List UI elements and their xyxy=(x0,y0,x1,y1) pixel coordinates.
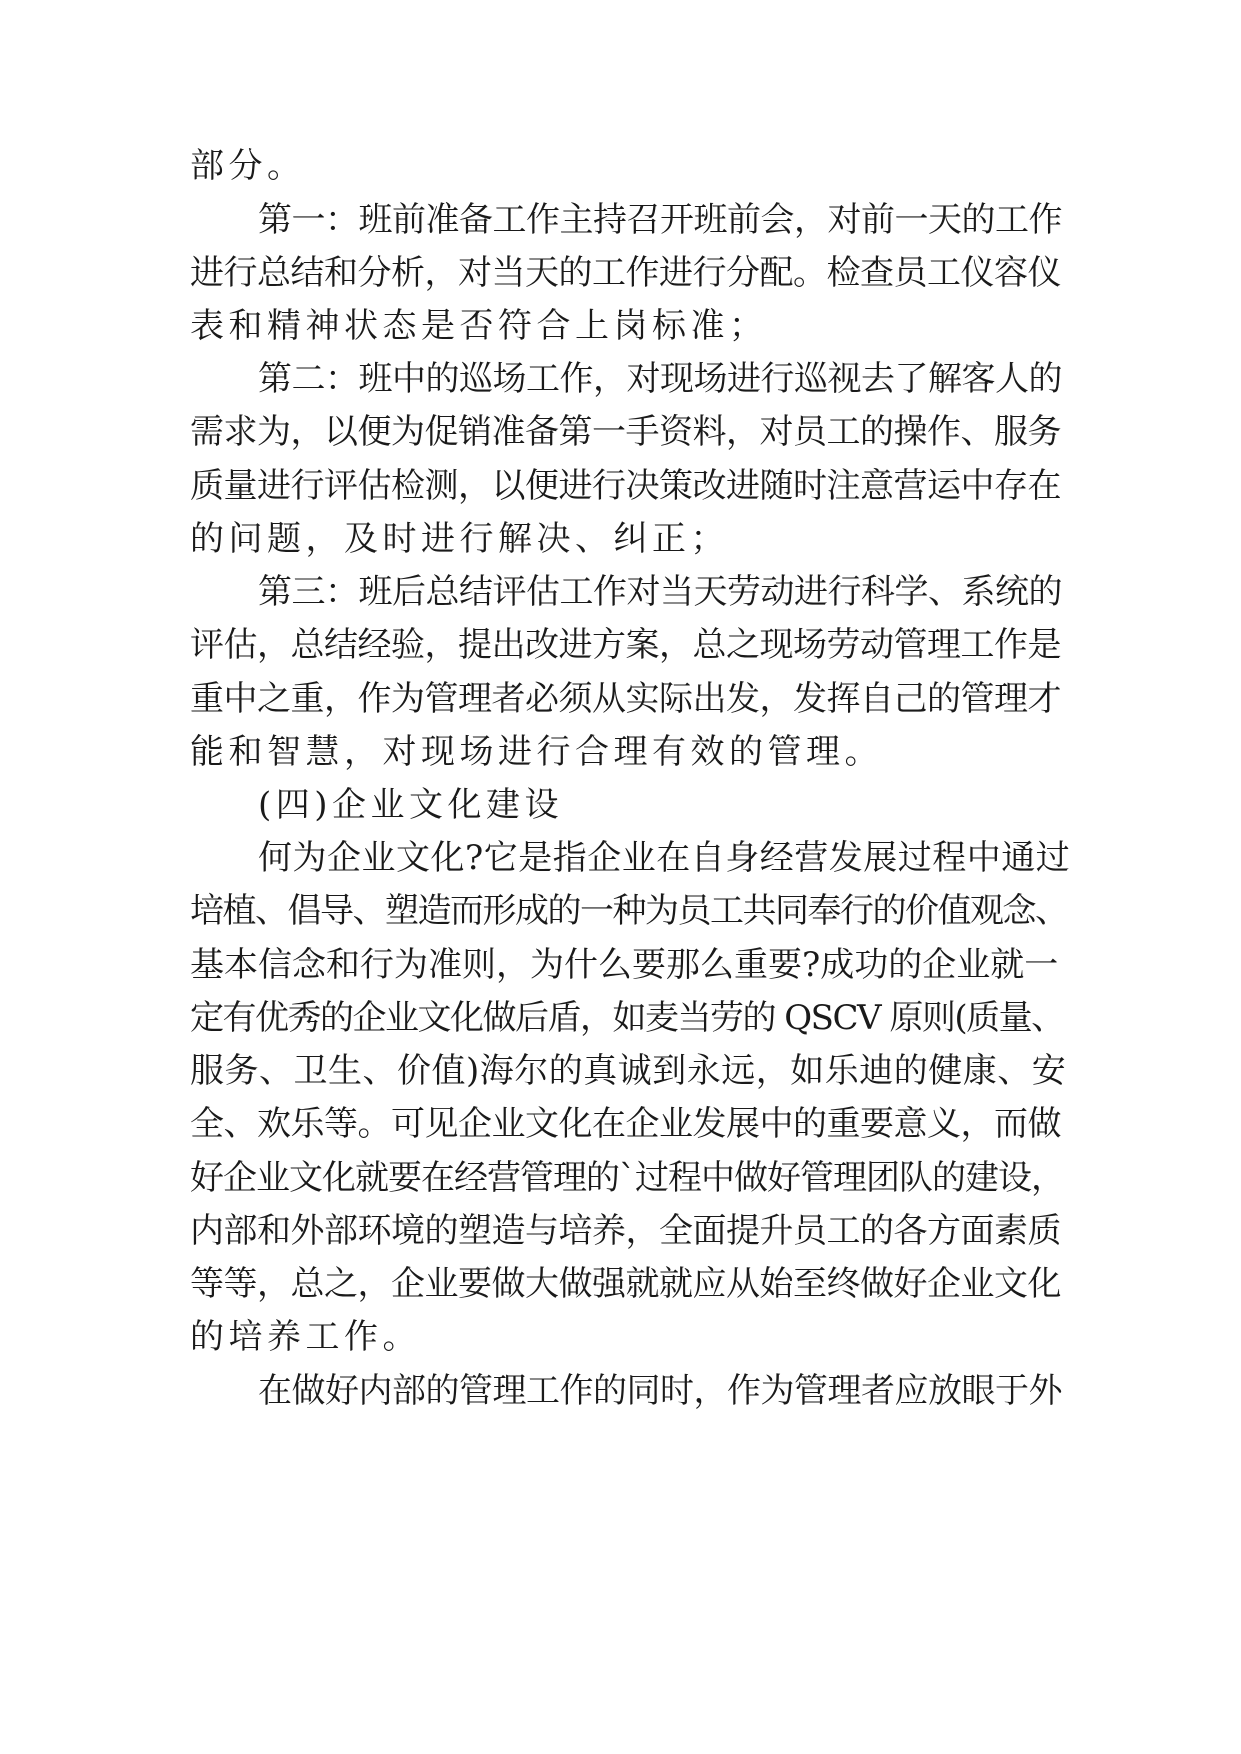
text-line: 第三：班后总结评估工作对当天劳动进行科学、系统的 xyxy=(258,572,1062,612)
text-line: 评估，总结经验，提出改进方案，总之现场劳动管理工作是 xyxy=(190,625,1061,665)
text-line: 进行总结和分析，对当天的工作进行分配。检查员工仪容仪 xyxy=(190,253,1061,293)
text-line: 的问题，及时进行解决、纠正； xyxy=(190,519,729,559)
text-line: 第二：班中的巡场工作，对现场进行巡视去了解客人的 xyxy=(258,359,1062,399)
text-line: 部分。 xyxy=(190,146,306,186)
text-line: 能和智慧，对现场进行合理有效的管理。 xyxy=(190,732,883,772)
text-line: 在做好内部的管理工作的同时，作为管理者应放眼于外 xyxy=(258,1371,1062,1411)
text-line: 定有优秀的企业文化做后盾，如麦当劳的 QSCV 原则(质量、 xyxy=(190,998,1064,1038)
section-heading: (四)企业文化建设 xyxy=(258,785,564,825)
text-line: 基本信念和行为准则，为什么要那么重要?成功的企业就一 xyxy=(190,945,1059,985)
text-line: 第一：班前准备工作主持召开班前会，对前一天的工作 xyxy=(258,200,1062,240)
text-line: 内部和外部环境的塑造与培养，全面提升员工的各方面素质 xyxy=(190,1211,1061,1251)
text-line: 表和精神状态是否符合上岗标准； xyxy=(190,306,768,346)
text-line: 全、欢乐等。可见企业文化在企业发展中的重要意义，而做 xyxy=(190,1104,1061,1144)
text-line: 培植、倡导、塑造而形成的一种为员工共同奉行的价值观念、 xyxy=(190,891,1068,931)
text-line: 需求为，以便为促销准备第一手资料，对员工的操作、服务 xyxy=(190,412,1061,452)
text-line: 何为企业文化?它是指企业在自身经营发展过程中通过 xyxy=(258,838,1071,878)
text-line: 服务、卫生、价值)海尔的真诚到永远，如乐迪的健康、安 xyxy=(190,1051,1067,1091)
text-line: 好企业文化就要在经营管理的`过程中做好管理团队的建设， xyxy=(190,1158,1064,1198)
text-line: 质量进行评估检测，以便进行决策改进随时注意营运中存在 xyxy=(190,466,1061,506)
text-line: 重中之重，作为管理者必须从实际出发，发挥自己的管理才 xyxy=(190,679,1061,719)
text-line: 的培养工作。 xyxy=(190,1317,421,1357)
text-line: 等等，总之，企业要做大做强就就应从始至终做好企业文化 xyxy=(190,1264,1061,1304)
